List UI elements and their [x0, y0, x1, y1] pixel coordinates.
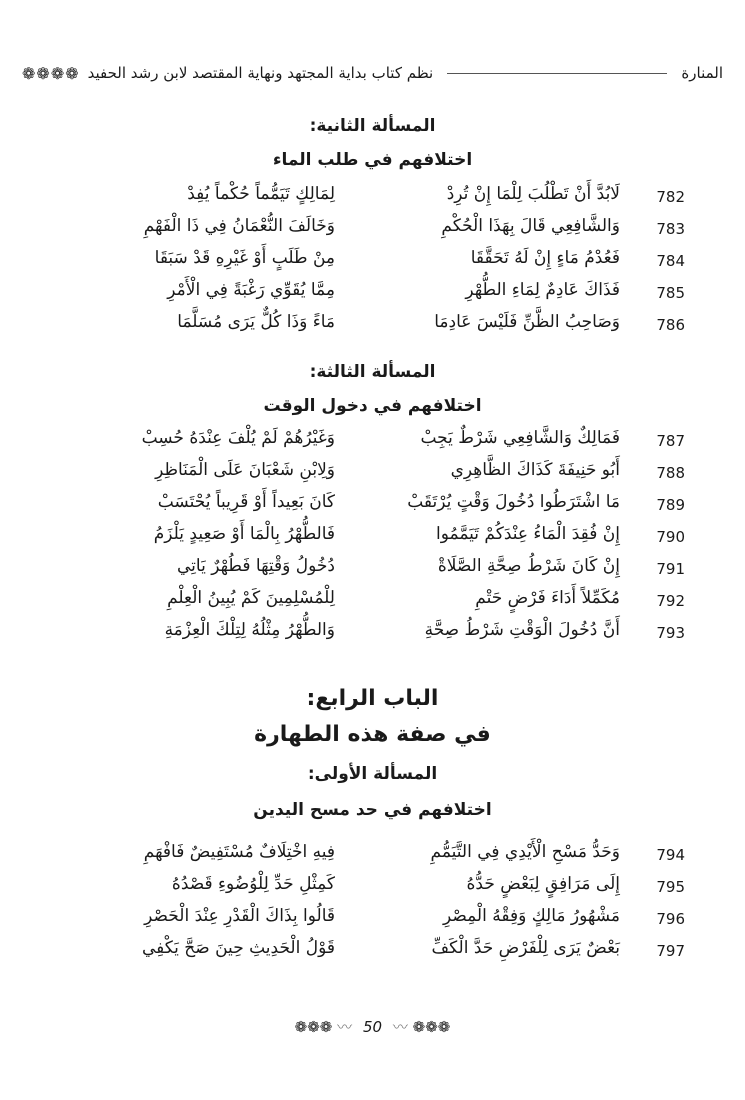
running-header — [22, 56, 723, 90]
verse-second-hemistich: وَخَالَفَ النُّعْمَانُ فِي ذَا الْفَهْمِ — [143, 216, 335, 236]
section-subtitle: اختلافهم في حد مسح اليدين — [253, 800, 492, 820]
chapter-title: الباب الرابع: — [306, 686, 439, 711]
verse-row — [0, 842, 745, 872]
verse-first-hemistich: فَذَاكَ عَادِمٌ لِمَاءِ الطُّهْرِ — [465, 280, 620, 300]
verse-second-hemistich: كَمِثْلِ حَدِّ لِلْوُضُوءِ قَصْدُهُ — [171, 874, 335, 894]
verse-row — [0, 906, 745, 936]
section-subtitle: اختلافهم في دخول الوقت — [263, 396, 482, 416]
verse-second-hemistich: مِمَّا يُقَوِّي رَغْبَةً فِي الْأَمْرِ — [167, 280, 335, 300]
section-title: المسألة الأولى: — [307, 764, 438, 784]
verse-number: 784 — [656, 252, 685, 270]
verse-second-hemistich: لِمَالِكٍ تَيَمُّماً حُكْماً يُفِدْ — [187, 184, 335, 204]
verse-second-hemistich: مَاءً وَذَا كُلٌّ يَرَى مُسَلَّمَا — [177, 312, 335, 332]
verse-second-hemistich: وَغَيْرُهُمْ لَمْ يُلْفَ عِنْدَهُ حُسِبْ — [141, 428, 335, 448]
verse-number: 783 — [656, 220, 685, 238]
verse-number: 790 — [656, 528, 685, 546]
verse-first-hemistich: إِنْ فُقِدَ الْمَاءُ عِنْدَكُمْ تَيَمَّمُوا — [435, 524, 620, 544]
section-title: المسألة الثانية: — [309, 116, 436, 136]
verse-first-hemistich: مَا اشْتَرَطُوا دُخُولَ وَقْتٍ يُرْتَقَبْ — [407, 492, 620, 512]
verse-number: 785 — [656, 284, 685, 302]
verse-number: 789 — [656, 496, 685, 514]
verse-second-hemistich: قَالُوا بِذَاكَ الْقَدْرِ عِنْدَ الْحَصْرِ — [144, 906, 335, 926]
verse-number: 792 — [656, 592, 685, 610]
verse-row — [0, 620, 745, 650]
verse-second-hemistich: لِلْمُسْلِمِينَ كَمْ يُبِينُ الْعِلْمِ — [167, 588, 335, 608]
verse-row — [0, 460, 745, 490]
footer-ornament-icon: ❁❁❁ — [412, 1018, 451, 1036]
verse-first-hemistich: أَنَّ دُخُولَ الْوَقْتِ شَرْطُ صِحَّةِ — [424, 620, 620, 640]
verse-row — [0, 874, 745, 904]
verse-number: 787 — [656, 432, 685, 450]
verse-first-hemistich: مُكَمِّلاً أَدَاءَ فَرْضٍ حَتْمِ — [475, 588, 620, 608]
verse-second-hemistich: مِنْ طَلَبٍ أَوْ غَيْرِهِ قَدْ سَبَقَا — [154, 248, 335, 268]
verse-number: 797 — [656, 942, 685, 960]
verse-row — [0, 556, 745, 586]
verse-row — [0, 216, 745, 246]
book-name: المنارة — [681, 64, 723, 82]
section-subtitle: اختلافهم في طلب الماء — [272, 150, 473, 170]
verse-second-hemistich: كَانَ بَعِيداً أَوْ قَرِيباً يُحْتَسَبْ — [157, 492, 335, 512]
page-footer — [0, 1016, 745, 1037]
verse-first-hemistich: فَمَالِكٌ وَالشَّافِعِي شَرْطٌ يَجِبْ — [420, 428, 620, 448]
footer-rule: 〰 — [337, 1018, 353, 1036]
verse-number: 796 — [656, 910, 685, 928]
verse-row — [0, 938, 745, 968]
verse-row — [0, 312, 745, 342]
verse-row — [0, 248, 745, 278]
chapter-subtitle: في صفة هذه الطهارة — [254, 722, 491, 747]
verse-first-hemistich: لَابُدَّ أَنْ تَطْلُبَ لِلْمَا إِنْ تُرِدْ — [446, 184, 620, 204]
verse-number: 788 — [656, 464, 685, 482]
footer-rule: 〰 — [392, 1018, 408, 1036]
verse-second-hemistich: وَالطُّهْرُ مِثْلُهُ لِتِلْكَ الْعِزْمَةِ — [164, 620, 335, 640]
verse-number: 795 — [656, 878, 685, 896]
verse-number: 793 — [656, 624, 685, 642]
verse-first-hemistich: إِنْ كَانَ شَرْطُ صِحَّةِ الصَّلَاةْ — [437, 556, 620, 576]
verse-first-hemistich: بَعْضٌ يَرَى لِلْفَرْضِ حَدَّ الْكَفِّ — [431, 938, 620, 958]
verse-first-hemistich: وَحَدُّ مَسْحِ الْأَيْدِي فِي التَّيَمُّمِ — [430, 842, 620, 862]
verse-first-hemistich: فَعُدْمُ مَاءٍ إِنْ لَهُ تَحَقَّقَا — [470, 248, 620, 268]
header-ornament-icon: ❁❁❁❁ — [22, 63, 80, 83]
verse-row — [0, 280, 745, 310]
page-number: 50 — [362, 1018, 383, 1036]
verse-second-hemistich: قَوْلُ الْحَدِيثِ حِينَ صَحَّ يَكْفِي — [142, 938, 335, 958]
verse-row — [0, 524, 745, 554]
verse-first-hemistich: أَبُو حَنِيفَةَ كَذَاكَ الظَّاهِرِي — [450, 460, 620, 480]
verse-first-hemistich: وَصَاحِبُ الظَّنِّ فَلَيْسَ عَادِمَا — [434, 312, 620, 332]
header-title: نظم كتاب بداية المجتهد ونهاية المقتصد لابن رشد الحفيد — [87, 64, 434, 82]
footer-ornament-icon: ❁❁❁ — [294, 1018, 333, 1036]
verse-second-hemistich: دُخُولُ وَقْتِهَا فَطُهْرٌ يَاتِي — [176, 556, 335, 576]
verse-row — [0, 428, 745, 458]
verse-second-hemistich: فِيهِ اخْتِلَافٌ مُسْتَفِيضٌ فَافْهَمِ — [143, 842, 335, 862]
verse-first-hemistich: وَالشَّافِعِي قَالَ بِهَذَا الْحُكْمِ — [441, 216, 620, 236]
verse-number: 794 — [656, 846, 685, 864]
verse-first-hemistich: إِلَى مَرَافِقٍ لِبَعْضٍ حَدُّهُ — [466, 874, 620, 894]
verse-number: 791 — [656, 560, 685, 578]
verse-number: 786 — [656, 316, 685, 334]
verse-second-hemistich: فَالطُّهْرُ بِالْمَا أَوْ صَعِيدٍ يَلْزَمُ — [153, 524, 335, 544]
verse-row — [0, 588, 745, 618]
verse-row — [0, 492, 745, 522]
verse-first-hemistich: مَشْهُورُ مَالِكٍ وَفِقْهُ الْمِصْرِ — [442, 906, 620, 926]
header-rule — [447, 73, 667, 74]
section-title: المسألة الثالثة: — [309, 362, 436, 382]
verse-second-hemistich: وَلِابْنِ شَعْبَانَ عَلَى الْمَنَاظِرِ — [155, 460, 335, 480]
verse-row — [0, 184, 745, 214]
verse-number: 782 — [656, 188, 685, 206]
